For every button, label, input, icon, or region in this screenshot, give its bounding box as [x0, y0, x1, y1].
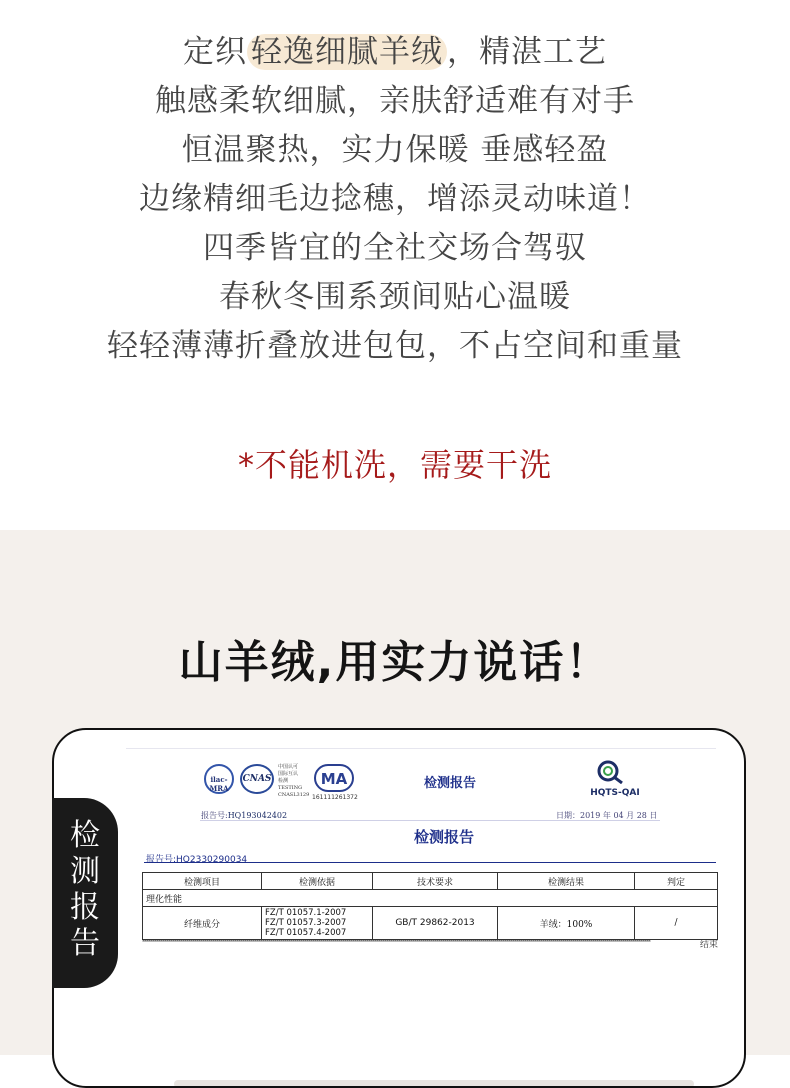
- highlighted-phrase: 轻逸细腻羊绒: [247, 34, 447, 70]
- product-description: [0, 28, 790, 371]
- section-title: 山羊绒,用实力说话！: [178, 637, 612, 688]
- description-section: [0, 0, 790, 530]
- hqts-label: HQTS-QAI: [590, 788, 640, 798]
- description-line-2: 触感柔软细腻，亲肤舒适难有对手: [155, 83, 635, 119]
- column-header: 检测依据: [262, 873, 373, 890]
- cell-requirement: GB/T 29862-2013: [373, 907, 498, 940]
- cnas-text: CNAS: [242, 774, 272, 784]
- card-bottom-shadow: [174, 1080, 694, 1088]
- column-header: 判定: [635, 873, 718, 890]
- ilac-text: ilac-MRA: [209, 775, 229, 793]
- description-line-5: 四季皆宜的全社交场合驾驭: [203, 230, 587, 266]
- report-date: 日期：2019 年 04 月 28 日: [556, 811, 658, 820]
- basis-line: FZ/T 01057.1-2007: [265, 908, 347, 918]
- report-number-rule: [144, 862, 716, 863]
- line1-text-b: ，精湛工艺: [447, 34, 607, 70]
- cma-logo-icon: [314, 764, 354, 792]
- table-header-row: [143, 873, 718, 890]
- end-divider: **************************************************************************************************************************************************************************************************************************************************************: [142, 940, 650, 946]
- wash-warning: *不能机洗，需要干洗: [237, 446, 552, 484]
- test-report-section: [0, 530, 790, 1055]
- group-label: 理化性能: [143, 890, 718, 907]
- column-header: 技术要求: [373, 873, 498, 890]
- cnas-caption: 中国认可 国际互认 检测 TESTING CNASL3129: [278, 764, 310, 798]
- cell-item: 纤维成分: [143, 907, 262, 940]
- basis-line: FZ/T 01057.4-2007: [265, 928, 347, 938]
- tab-label: 检 测 报 告: [70, 818, 100, 961]
- report-top-rule: [126, 748, 716, 749]
- description-line-6: 春秋冬围系颈间贴心温暖: [219, 279, 571, 315]
- report-header-rule: [200, 820, 660, 821]
- report-side-tab: [52, 798, 118, 988]
- report-number: 报告号:HQ2330290034: [146, 855, 248, 865]
- report-number-top-value: HQ193042402: [227, 811, 288, 820]
- table-group-row: [143, 890, 718, 907]
- test-report-document: [124, 748, 724, 1008]
- end-marker: 结束: [700, 940, 719, 950]
- report-number-top-label: 报告号:: [201, 811, 228, 820]
- cell-result: 羊绒：100%: [498, 907, 635, 940]
- description-line-1: [0, 28, 790, 77]
- report-title: 检测报告: [413, 828, 474, 846]
- column-header: 检测结果: [498, 873, 635, 890]
- basis-line: FZ/T 01057.3-2007: [265, 918, 347, 928]
- cnas-logo-icon: [240, 764, 274, 794]
- ma-text: MA: [320, 770, 348, 788]
- cell-verdict: /: [635, 907, 718, 940]
- cell-basis: [262, 907, 373, 940]
- description-line-4: 边缘精细毛边捻穗，增添灵动味道！: [139, 181, 651, 217]
- table-row: [143, 907, 718, 940]
- report-header-label: 检测报告: [424, 776, 477, 791]
- description-line-7: 轻轻薄薄折叠放进包包，不占空间和重量: [107, 328, 683, 364]
- ilac-mra-logo-icon: [204, 764, 234, 794]
- cma-number: 161111261372: [312, 794, 358, 801]
- description-line-3: 恒温聚热，实力保暖 垂感轻盈: [181, 132, 609, 168]
- hqts-logo-icon: [596, 760, 624, 784]
- line1-text-a: 定织: [183, 34, 247, 70]
- column-header: 检测项目: [143, 873, 262, 890]
- report-table: [142, 872, 718, 940]
- report-card: [52, 728, 746, 1088]
